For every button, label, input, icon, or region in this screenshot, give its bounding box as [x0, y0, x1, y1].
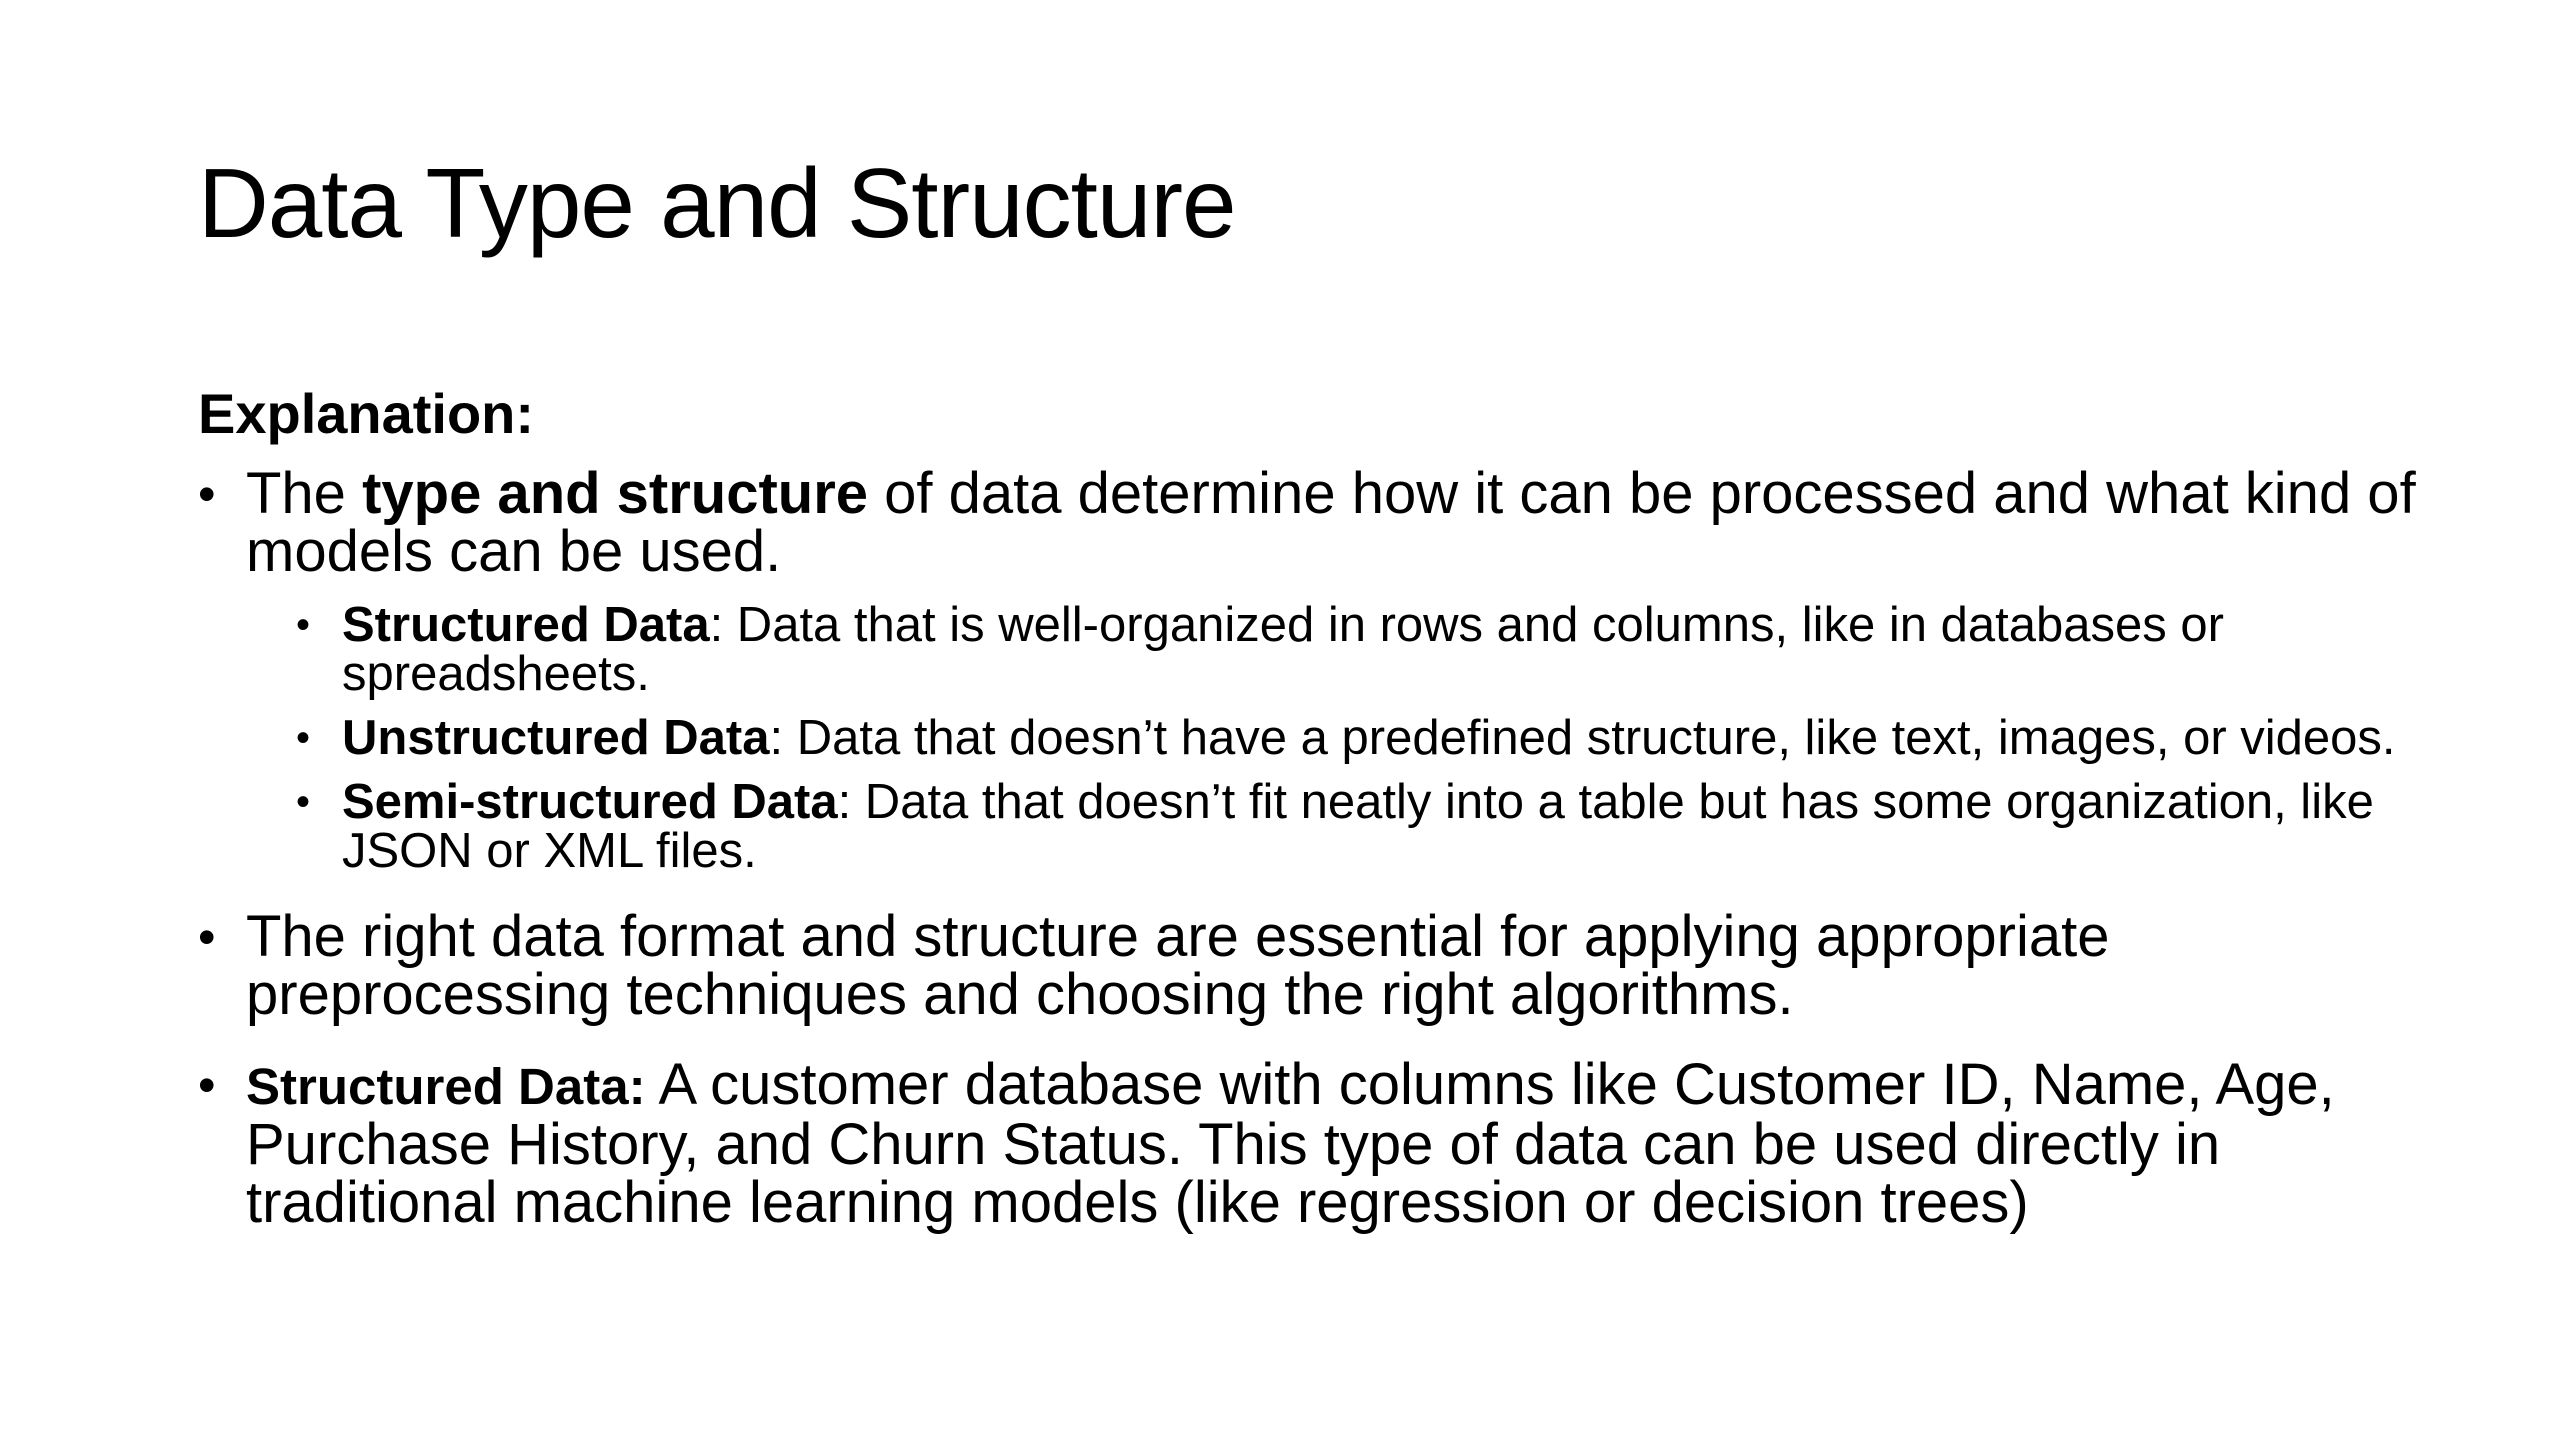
slide-content: [198, 380, 2418, 1252]
bullet-text-prefix: The: [246, 461, 363, 527]
bullet-item-right-format: [198, 904, 2418, 1028]
explanation-heading: Explanation:: [198, 382, 535, 445]
sub-bullet-text: : Data that is well-organized in rows and columns, like in databases or spreadsheets.: [342, 598, 2224, 702]
bullet-text-rest: of data determine how it can be processed and what kind of models can be used.: [246, 461, 2416, 585]
sub-bullet-bold: Semi-structured Data: [342, 775, 838, 830]
slide-title: Data Type and Structure: [198, 148, 1236, 258]
sub-bullet-semi-structured: [296, 775, 2418, 879]
bullet-text-bold: type and structure: [362, 461, 869, 527]
bullet-item-type-structure: [198, 461, 2418, 879]
bullet-list: [198, 461, 2418, 1236]
sub-bullet-text: : Data that doesn’t have a predefined structure, like text, images, or videos.: [769, 711, 2396, 766]
sub-bullet-text: : Data that doesn’t fit neatly into a table but has some organization, like JSON or XML files.: [342, 775, 2374, 879]
bullet-text: The right data format and structure are essential for applying appropriate preprocessing techniques and choosing the right algorithms.: [246, 904, 2110, 1028]
sub-bullet-list: [246, 598, 2418, 879]
bullet-text-bold: Structured Data:: [246, 1058, 646, 1116]
sub-bullet-unstructured: [296, 711, 2418, 766]
sub-bullet-structured: [296, 598, 2418, 702]
sub-bullet-bold: Structured Data: [342, 598, 710, 653]
sub-bullet-bold: Unstructured Data: [342, 711, 770, 766]
bullet-item-structured-example: [198, 1052, 2418, 1236]
bullet-text-rest: A customer database with columns like Customer ID, Name, Age, Purchase History, and Churn Status. This type of data can be used directly in traditional machine learning models (like regression or decision trees): [246, 1052, 2335, 1236]
